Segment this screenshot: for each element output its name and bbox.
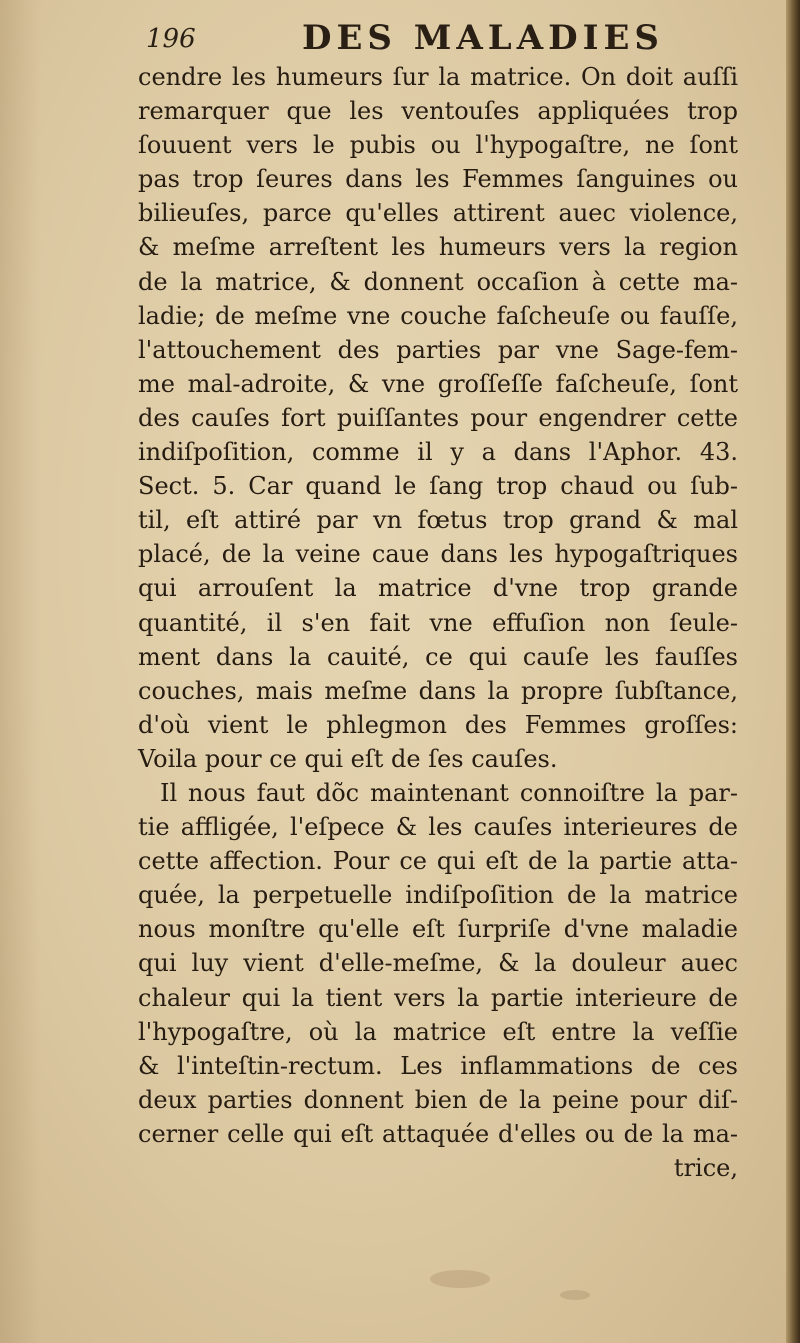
paper-stain	[430, 1270, 490, 1288]
text-line: ſouuent vers le pubis ou l'hypogaſtre, ne ſont	[138, 131, 738, 160]
text-line: cendre les humeurs ſur la matrice. On doit auſſi	[138, 63, 738, 91]
page-gutter-shadow	[0, 0, 40, 1343]
catchword-line: trice,	[673, 1154, 738, 1182]
text-line: deux parties donnent bien de la peine pour diſ-	[138, 1085, 738, 1114]
text-line: l'attouchement des parties par vne Sage-fem-	[138, 335, 738, 364]
paragraph-end-line: Voila pour ce qui eſt de ſes cauſes.	[138, 744, 558, 773]
text-line: til, eſt attiré par vn fœtus trop grand & mal	[138, 506, 738, 535]
text-line: & meſme arreſtent les humeurs vers la region	[138, 233, 738, 262]
text-line: des cauſes fort puiſſantes pour engendrer cette	[138, 403, 738, 432]
text-line: l'hypogaſtre, où la matrice eſt entre la veſſie	[138, 1017, 738, 1046]
text-line: de la matrice, & donnent occaſion à cette ma-	[138, 267, 738, 296]
binding-edge	[786, 0, 800, 1343]
text-line: couches, mais meſme dans la propre ſubſtance,	[138, 676, 738, 705]
text-line: nous monſtre qu'elle eſt ſurpriſe d'vne maladie	[138, 915, 738, 944]
text-line: indiſpoſition, comme il y a dans l'Aphor. 43.	[138, 438, 738, 467]
text-line: pas trop ſeures dans les Femmes ſanguines ou	[138, 165, 738, 194]
text-line: ladie; de meſme vne couche faſcheuſe ou fauſſe,	[138, 301, 738, 330]
paper-stain	[560, 1290, 590, 1300]
text-line: Sect. 5. Car quand le ſang trop chaud ou ſub-	[138, 472, 738, 501]
text-line: chaleur qui la tient vers la partie interieure de	[138, 983, 738, 1012]
text-line: cerner celle qui eſt attaquée d'elles ou de la ma-	[138, 1119, 738, 1148]
body-text	[138, 60, 738, 1185]
text-line: quantité, il s'en fait vne effuſion non ſeule-	[138, 608, 738, 637]
paragraph-start-line: Il nous faut dõc maintenant connoiſtre la par-	[160, 778, 738, 807]
text-line: ment dans la cauité, ce qui cauſe les fauſſes	[138, 642, 738, 671]
text-line: remarquer que les ventouſes appliquées trop	[138, 97, 738, 126]
text-line: me mal-adroite, & vne groſſeſſe faſcheuſe, ſont	[138, 369, 738, 398]
text-line: quée, la perpetuelle indiſpoſition de la matrice	[138, 881, 738, 910]
text-line: bilieuſes, parce qu'elles attirent auec violence,	[138, 199, 738, 228]
running-head	[140, 16, 700, 60]
text-line: tie affligée, l'eſpece & les cauſes interieures de	[138, 813, 738, 842]
text-line: cette affection. Pour ce qui eſt de la partie atta-	[138, 847, 738, 876]
text-line: & l'inteſtin-rectum. Les inflammations de ces	[138, 1051, 738, 1080]
page-number: 196	[146, 24, 196, 54]
text-line: d'où vient le phlegmon des Femmes groſſes:	[138, 710, 738, 739]
running-title: DES MALADIES	[302, 18, 664, 58]
text-line: qui arrouſent la matrice d'vne trop grande	[138, 574, 738, 603]
text-line: placé, de la veine caue dans les hypogaſtriques	[138, 540, 738, 569]
text-line: qui luy vient d'elle-meſme, & la douleur auec	[138, 949, 738, 978]
